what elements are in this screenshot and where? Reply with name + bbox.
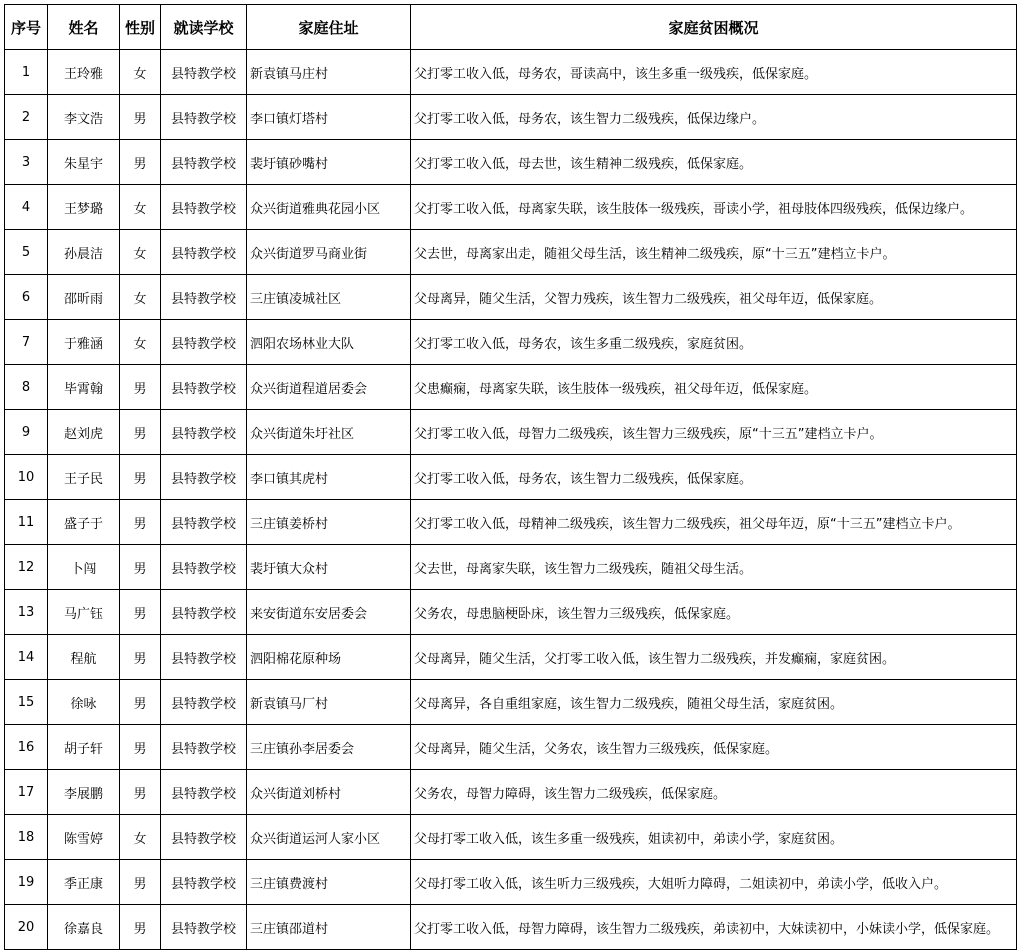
cell-address: 众兴街道朱圩社区 (247, 410, 411, 455)
cell-gender: 男 (120, 725, 161, 770)
cell-poverty-summary: 父打零工收入低，母离家失联，该生肢体一级残疾，哥读小学，祖母肢体四级残疾，低保边缘户。 (411, 185, 1017, 230)
table-row (5, 590, 1017, 635)
cell-gender: 女 (120, 50, 161, 95)
cell-address: 众兴街道罗马商业街 (247, 230, 411, 275)
cell-index: 5 (5, 230, 48, 275)
cell-school: 县特教学校 (161, 275, 247, 320)
cell-name: 王子民 (48, 455, 120, 500)
cell-school: 县特教学校 (161, 365, 247, 410)
cell-school: 县特教学校 (161, 410, 247, 455)
cell-gender: 男 (120, 140, 161, 185)
table-row (5, 275, 1017, 320)
cell-name: 李展鹏 (48, 770, 120, 815)
cell-name: 陈雪婷 (48, 815, 120, 860)
table-row (5, 500, 1017, 545)
cell-index: 10 (5, 455, 48, 500)
cell-poverty-summary: 父母离异，随父生活，父打零工收入低，该生智力二级残疾，并发癫痫，家庭贫困。 (411, 635, 1017, 680)
cell-name: 毕霄翰 (48, 365, 120, 410)
cell-index: 3 (5, 140, 48, 185)
cell-poverty-summary: 父去世，母离家出走，随祖父母生活，该生精神二级残疾，原“十三五”建档立卡户。 (411, 230, 1017, 275)
table-row (5, 455, 1017, 500)
cell-poverty-summary: 父母打零工收入低，该生听力三级残疾，大姐听力障碍，二姐读初中，弟读小学，低收入户。 (411, 860, 1017, 905)
cell-school: 县特教学校 (161, 230, 247, 275)
cell-school: 县特教学校 (161, 95, 247, 140)
cell-school: 县特教学校 (161, 815, 247, 860)
cell-poverty-summary: 父患癫痫，母离家失联，该生肢体一级残疾，祖父母年迈，低保家庭。 (411, 365, 1017, 410)
cell-school: 县特教学校 (161, 50, 247, 95)
cell-address: 泗阳农场林业大队 (247, 320, 411, 365)
table-row (5, 50, 1017, 95)
cell-index: 20 (5, 905, 48, 950)
cell-address: 泗阳棉花原种场 (247, 635, 411, 680)
cell-school: 县特教学校 (161, 905, 247, 950)
cell-gender: 女 (120, 320, 161, 365)
cell-poverty-summary: 父母离异，随父生活，父智力残疾，该生智力二级残疾，祖父母年迈，低保家庭。 (411, 275, 1017, 320)
cell-name: 盛子于 (48, 500, 120, 545)
cell-school: 县特教学校 (161, 860, 247, 905)
cell-name: 马广钰 (48, 590, 120, 635)
cell-index: 18 (5, 815, 48, 860)
cell-name: 徐咏 (48, 680, 120, 725)
cell-address: 李口镇其虎村 (247, 455, 411, 500)
table-row (5, 365, 1017, 410)
cell-name: 季正康 (48, 860, 120, 905)
table-row (5, 230, 1017, 275)
cell-name: 程航 (48, 635, 120, 680)
cell-poverty-summary: 父打零工收入低，母去世，该生精神二级残疾，低保家庭。 (411, 140, 1017, 185)
cell-address: 新袁镇马厂村 (247, 680, 411, 725)
header-name: 姓名 (48, 5, 120, 50)
cell-index: 6 (5, 275, 48, 320)
cell-gender: 男 (120, 95, 161, 140)
cell-school: 县特教学校 (161, 725, 247, 770)
cell-school: 县特教学校 (161, 320, 247, 365)
cell-index: 8 (5, 365, 48, 410)
cell-poverty-summary: 父打零工收入低，母务农，该生智力二级残疾，低保边缘户。 (411, 95, 1017, 140)
cell-gender: 男 (120, 635, 161, 680)
table-row (5, 680, 1017, 725)
cell-gender: 男 (120, 590, 161, 635)
header-index: 序号 (5, 5, 48, 50)
cell-address: 三庄镇邵道村 (247, 905, 411, 950)
cell-gender: 女 (120, 185, 161, 230)
cell-gender: 女 (120, 275, 161, 320)
cell-index: 15 (5, 680, 48, 725)
cell-address: 李口镇灯塔村 (247, 95, 411, 140)
cell-index: 13 (5, 590, 48, 635)
table-row (5, 545, 1017, 590)
cell-index: 12 (5, 545, 48, 590)
table-row (5, 185, 1017, 230)
header-row (5, 5, 1017, 50)
cell-gender: 男 (120, 545, 161, 590)
cell-gender: 男 (120, 500, 161, 545)
cell-poverty-summary: 父打零工收入低，母精神二级残疾，该生智力二级残疾，祖父母年迈，原“十三五”建档立卡户。 (411, 500, 1017, 545)
cell-school: 县特教学校 (161, 185, 247, 230)
cell-name: 徐嘉良 (48, 905, 120, 950)
cell-gender: 男 (120, 905, 161, 950)
poverty-table (4, 4, 1017, 950)
cell-poverty-summary: 父务农，母患脑梗卧床，该生智力三级残疾，低保家庭。 (411, 590, 1017, 635)
cell-address: 裴圩镇大众村 (247, 545, 411, 590)
cell-address: 众兴街道运河人家小区 (247, 815, 411, 860)
cell-gender: 男 (120, 680, 161, 725)
header-address: 家庭住址 (247, 5, 411, 50)
cell-gender: 男 (120, 770, 161, 815)
cell-address: 众兴街道程道居委会 (247, 365, 411, 410)
cell-index: 16 (5, 725, 48, 770)
cell-address: 裴圩镇砂嘴村 (247, 140, 411, 185)
cell-gender: 男 (120, 455, 161, 500)
table-row (5, 635, 1017, 680)
cell-address: 三庄镇凌城社区 (247, 275, 411, 320)
cell-gender: 男 (120, 860, 161, 905)
table-row (5, 95, 1017, 140)
cell-address: 三庄镇姜桥村 (247, 500, 411, 545)
cell-name: 于雅涵 (48, 320, 120, 365)
table-body (5, 50, 1017, 950)
cell-poverty-summary: 父打零工收入低，母智力二级残疾，该生智力三级残疾，原“十三五”建档立卡户。 (411, 410, 1017, 455)
cell-address: 新袁镇马庄村 (247, 50, 411, 95)
table-row (5, 140, 1017, 185)
cell-address: 众兴街道刘桥村 (247, 770, 411, 815)
cell-name: 卜闯 (48, 545, 120, 590)
cell-name: 胡子轩 (48, 725, 120, 770)
cell-school: 县特教学校 (161, 635, 247, 680)
cell-school: 县特教学校 (161, 140, 247, 185)
cell-address: 来安街道东安居委会 (247, 590, 411, 635)
table-row (5, 860, 1017, 905)
header-gender: 性别 (120, 5, 161, 50)
cell-name: 李文浩 (48, 95, 120, 140)
cell-address: 三庄镇孙李居委会 (247, 725, 411, 770)
cell-name: 王玲雅 (48, 50, 120, 95)
cell-poverty-summary: 父务农，母智力障碍，该生智力二级残疾，低保家庭。 (411, 770, 1017, 815)
cell-index: 7 (5, 320, 48, 365)
cell-poverty-summary: 父打零工收入低，母务农，该生多重二级残疾，家庭贫困。 (411, 320, 1017, 365)
cell-index: 17 (5, 770, 48, 815)
table-row (5, 905, 1017, 950)
cell-poverty-summary: 父打零工收入低，母务农，该生智力二级残疾，低保家庭。 (411, 455, 1017, 500)
cell-school: 县特教学校 (161, 770, 247, 815)
cell-poverty-summary: 父打零工收入低，母务农，哥读高中，该生多重一级残疾，低保家庭。 (411, 50, 1017, 95)
cell-poverty-summary: 父打零工收入低，母智力障碍，该生智力二级残疾，弟读初中，大妹读初中，小妹读小学，低保家庭。 (411, 905, 1017, 950)
cell-name: 孙晨洁 (48, 230, 120, 275)
cell-poverty-summary: 父母离异，各自重组家庭，该生智力二级残疾，随祖父母生活，家庭贫困。 (411, 680, 1017, 725)
cell-gender: 女 (120, 230, 161, 275)
cell-school: 县特教学校 (161, 455, 247, 500)
cell-poverty-summary: 父去世，母离家失联，该生智力二级残疾，随祖父母生活。 (411, 545, 1017, 590)
cell-index: 19 (5, 860, 48, 905)
cell-gender: 女 (120, 815, 161, 860)
cell-name: 邵昕雨 (48, 275, 120, 320)
cell-school: 县特教学校 (161, 590, 247, 635)
cell-poverty-summary: 父母离异，随父生活，父务农，该生智力三级残疾，低保家庭。 (411, 725, 1017, 770)
cell-gender: 男 (120, 365, 161, 410)
cell-school: 县特教学校 (161, 545, 247, 590)
cell-index: 1 (5, 50, 48, 95)
cell-name: 朱星宇 (48, 140, 120, 185)
cell-name: 赵刘虎 (48, 410, 120, 455)
cell-index: 9 (5, 410, 48, 455)
cell-address: 三庄镇费渡村 (247, 860, 411, 905)
header-school: 就读学校 (161, 5, 247, 50)
table-row (5, 815, 1017, 860)
table-row (5, 725, 1017, 770)
cell-index: 2 (5, 95, 48, 140)
cell-index: 4 (5, 185, 48, 230)
table-row (5, 410, 1017, 455)
cell-index: 14 (5, 635, 48, 680)
table-row (5, 770, 1017, 815)
cell-school: 县特教学校 (161, 500, 247, 545)
cell-address: 众兴街道雅典花园小区 (247, 185, 411, 230)
table-row (5, 320, 1017, 365)
header-poverty-summary: 家庭贫困概况 (411, 5, 1017, 50)
cell-poverty-summary: 父母打零工收入低，该生多重一级残疾，姐读初中，弟读小学，家庭贫困。 (411, 815, 1017, 860)
cell-name: 王梦璐 (48, 185, 120, 230)
cell-gender: 男 (120, 410, 161, 455)
cell-school: 县特教学校 (161, 680, 247, 725)
cell-index: 11 (5, 500, 48, 545)
